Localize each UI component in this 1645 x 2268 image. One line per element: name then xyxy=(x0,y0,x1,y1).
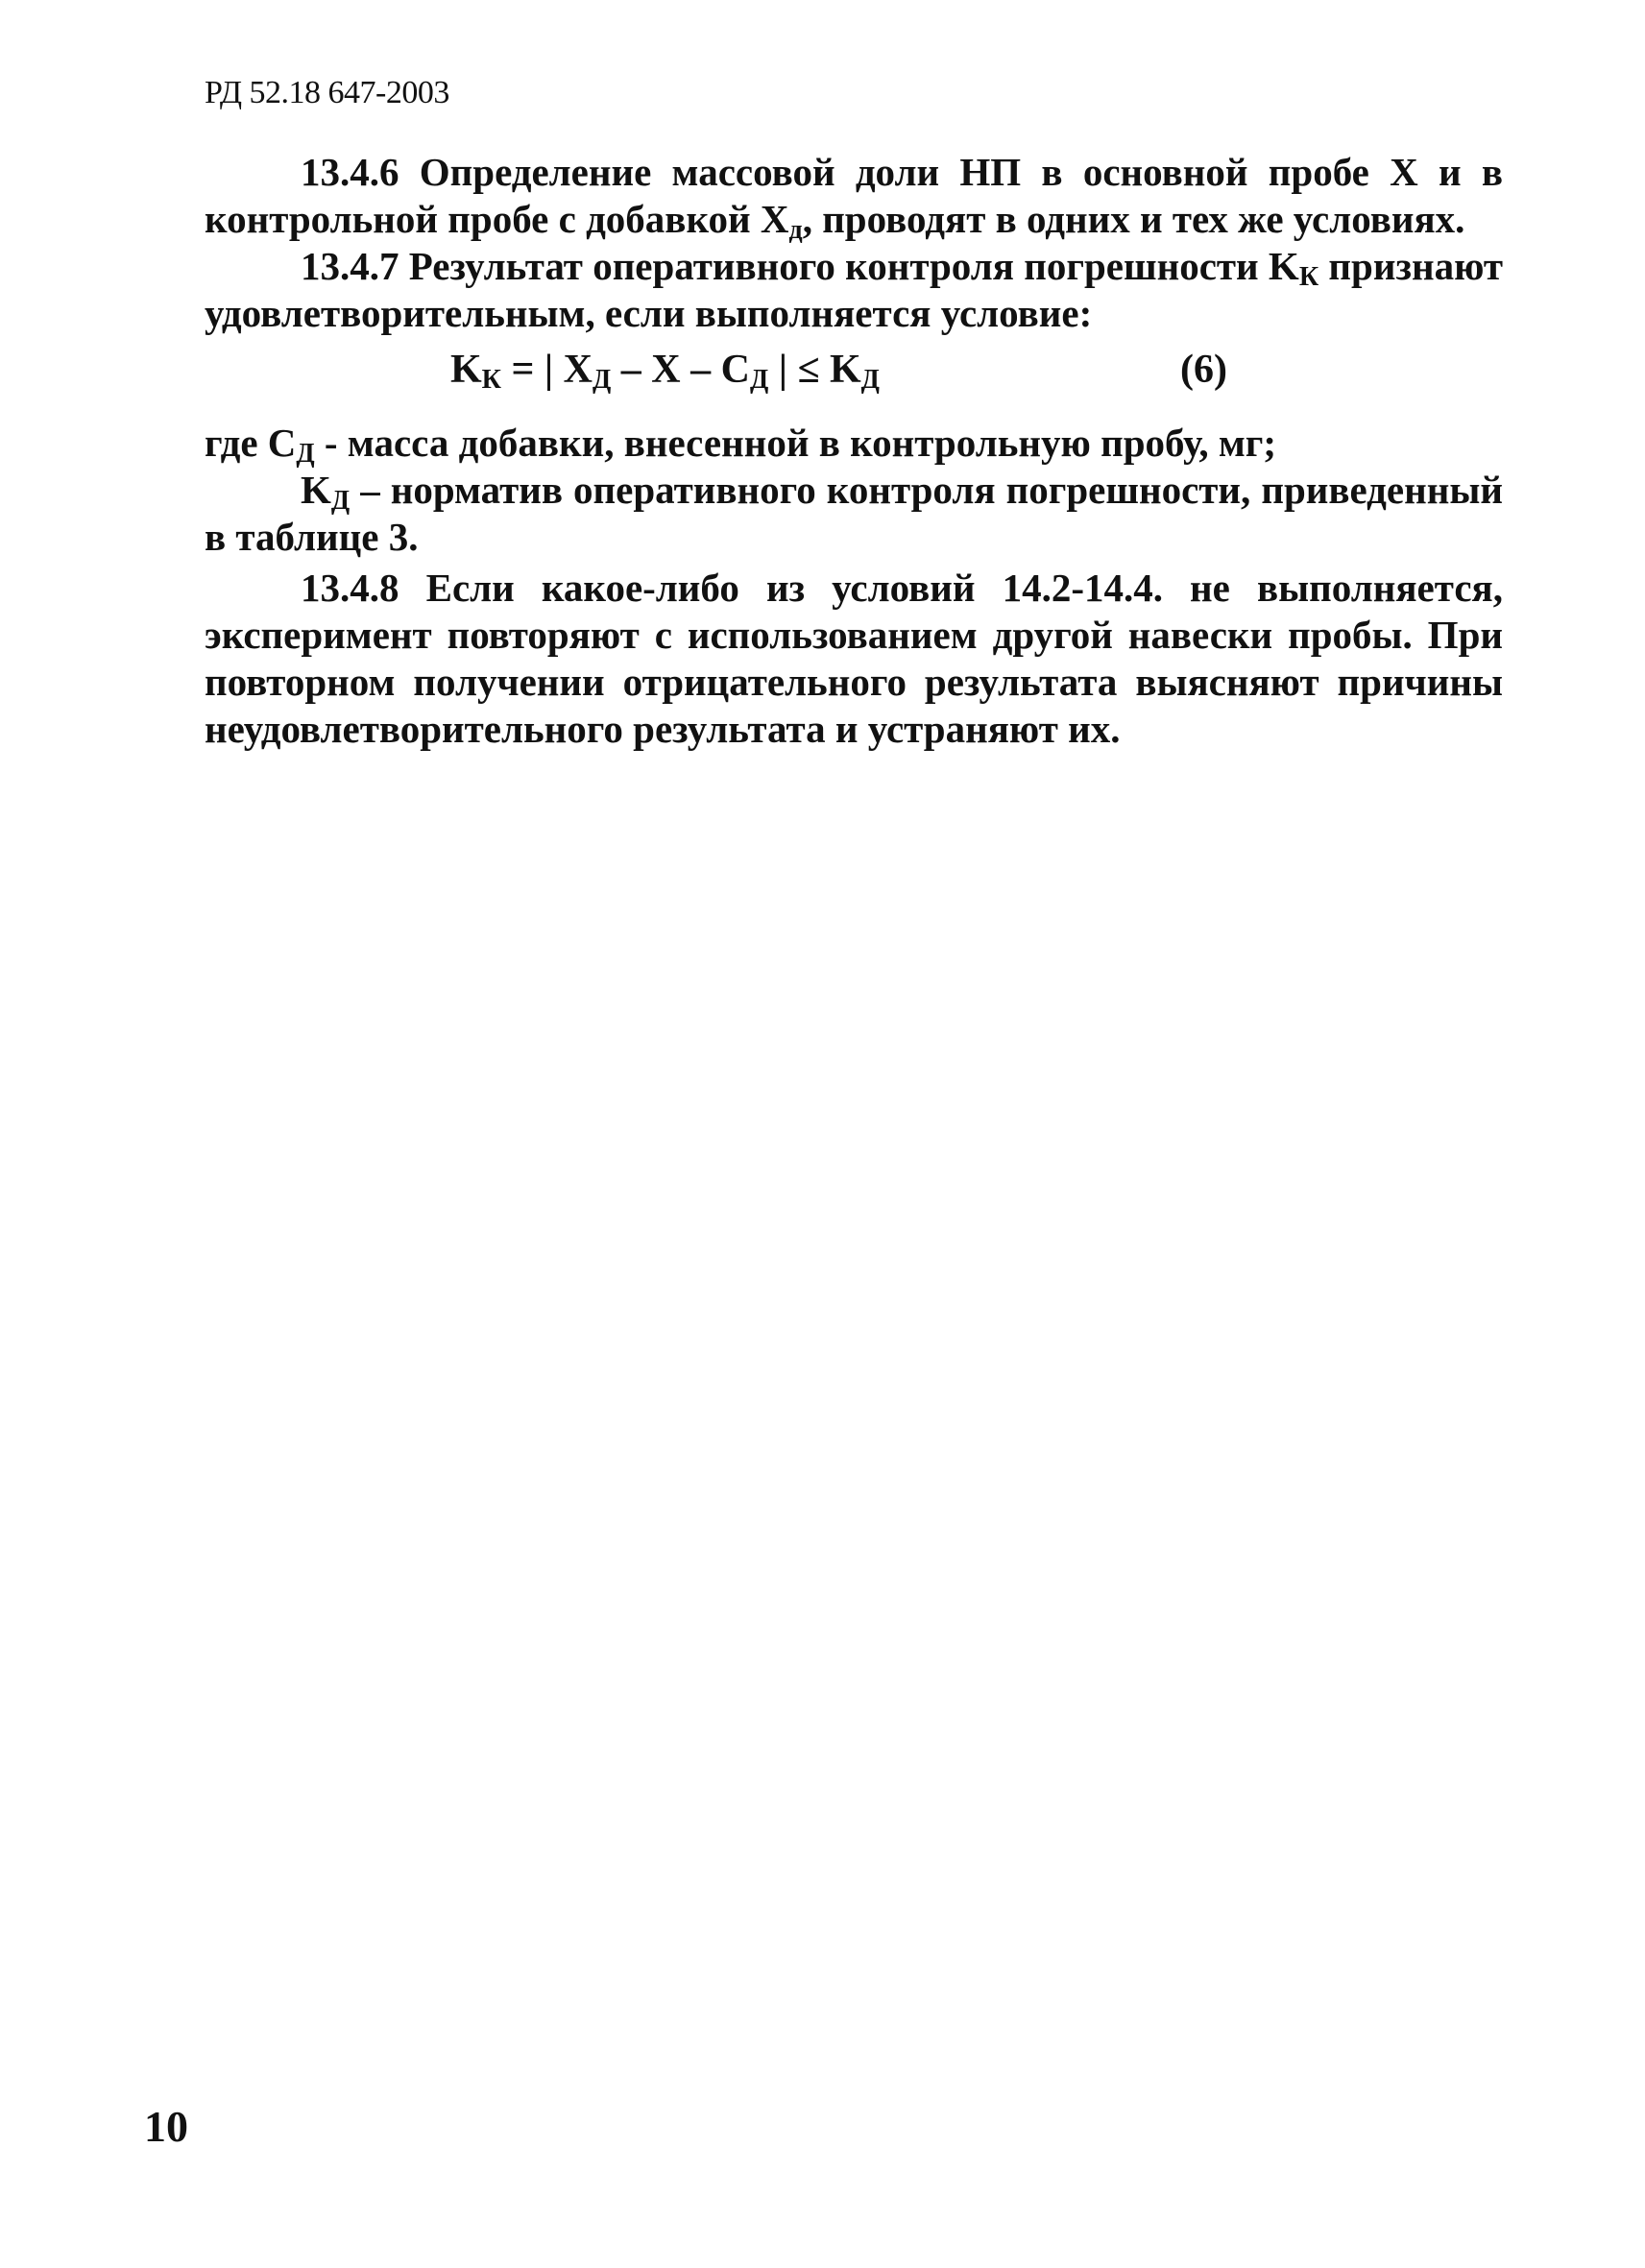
document-code-header: РД 52.18 647-2003 xyxy=(205,75,449,110)
definition-kd-prefix: K xyxy=(301,468,331,512)
definition-kd-text: – норматив оперативного контроля погрешности, приведенный в таблице 3. xyxy=(205,468,1503,559)
definition-cd-text: - масса добавки, внесенной в контрольную пробу, мг; xyxy=(314,421,1277,465)
paragraph-13-4-6 xyxy=(205,149,1503,243)
body-text xyxy=(205,149,1503,753)
formula-number: (6) xyxy=(1180,348,1227,392)
paragraph-13-4-8: 13.4.8 Если какое-либо из условий 14.2-14.4. не выполняется, эксперимент повторяют с использованием другой навески пробы. При повторном получении отрицательного результата выясняют причины неудовлетворительного результата и устраняют их. xyxy=(205,566,1503,751)
formula-6 xyxy=(450,347,880,394)
formula-row xyxy=(205,337,1503,414)
definition-cd xyxy=(205,420,1503,467)
paragraph-13-4-7 xyxy=(205,243,1503,337)
formula-x-sub: Д xyxy=(593,365,612,395)
definition-cd-prefix: где C xyxy=(205,421,297,465)
subscript-d: д xyxy=(788,215,803,245)
formula-kd-sub: Д xyxy=(860,365,880,395)
formula-le: | ≤ K xyxy=(768,348,861,392)
formula-c-sub: Д xyxy=(749,365,769,395)
formula-k-sub: К xyxy=(481,365,501,395)
paragraph-13-4-6-text-b: , проводят в одних и тех же условиях. xyxy=(802,197,1465,241)
paragraph-13-4-6-text-a: 13.4.6 Определение массовой доли НП в основной пробе X и в контрольной пробе с добавкой X xyxy=(205,150,1503,241)
formula-mid: – X – C xyxy=(611,348,750,392)
definition-cd-sub: Д xyxy=(296,439,315,469)
definition-kd xyxy=(205,467,1503,561)
definition-kd-sub: Д xyxy=(330,486,351,516)
formula-k: K xyxy=(450,348,482,392)
paragraph-13-4-7-text-a: 13.4.7 Результат оперативного контроля погрешности K xyxy=(301,244,1299,288)
formula-eq: = | X xyxy=(500,348,593,392)
subscript-k: К xyxy=(1298,262,1319,292)
page-number: 10 xyxy=(144,2102,188,2151)
paragraph-13-4-7-text-b: признают удовлетворительным, если выполняется условие: xyxy=(205,244,1503,335)
